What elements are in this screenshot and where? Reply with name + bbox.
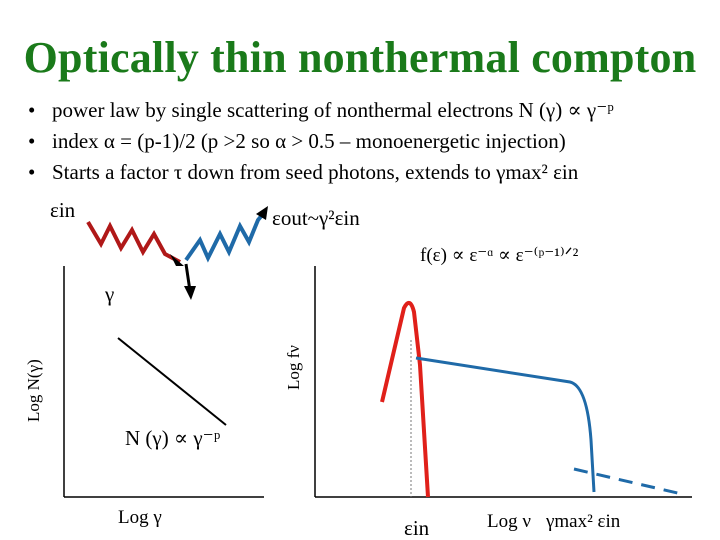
log-n-gamma-axis-label: Log N(γ) (24, 359, 43, 422)
seed-photon-spectrum (382, 303, 428, 497)
f-eps-label: f(ε) ∝ ε⁻ᵅ ∝ ε⁻⁽ᵖ⁻¹⁾ᐟ² (420, 245, 579, 266)
eps-out-label: εout~γ²εin (272, 206, 360, 230)
bullet-index: • index α = (p-1)/2 (p >2 so α > 0.5 – monoenergetic injection) (28, 126, 614, 157)
log-nu-axis-label: Log ν (487, 511, 531, 532)
scattered-power-law-spectrum (416, 358, 594, 492)
electron-arrowhead (184, 286, 196, 300)
scattered-photon-wave (186, 214, 263, 260)
incoming-photon-wave (88, 222, 180, 262)
log-f-nu-axis-label: Log fν (284, 345, 303, 390)
gamma-max-eps-in-label: γmax² εin (546, 511, 621, 532)
bullet-starts-factor: • Starts a factor τ down from seed photons, extends to γmax² εin (28, 157, 614, 188)
electron-distribution-line (118, 338, 226, 425)
eps-in-top-label: εin (50, 198, 76, 222)
log-gamma-axis-label: Log γ (118, 507, 162, 528)
eps-in-bottom-label: εin (404, 516, 430, 540)
extended-power-law-dashed (574, 469, 686, 495)
slide-title: Optically thin nonthermal compton (23, 33, 697, 82)
n-gamma-label: N (γ) ∝ γ⁻ᵖ (125, 426, 221, 450)
gamma-label: γ (105, 282, 115, 306)
bullet-power-law: • power law by single scattering of nonthermal electrons N (γ) ∝ γ⁻ᵖ (28, 95, 614, 126)
